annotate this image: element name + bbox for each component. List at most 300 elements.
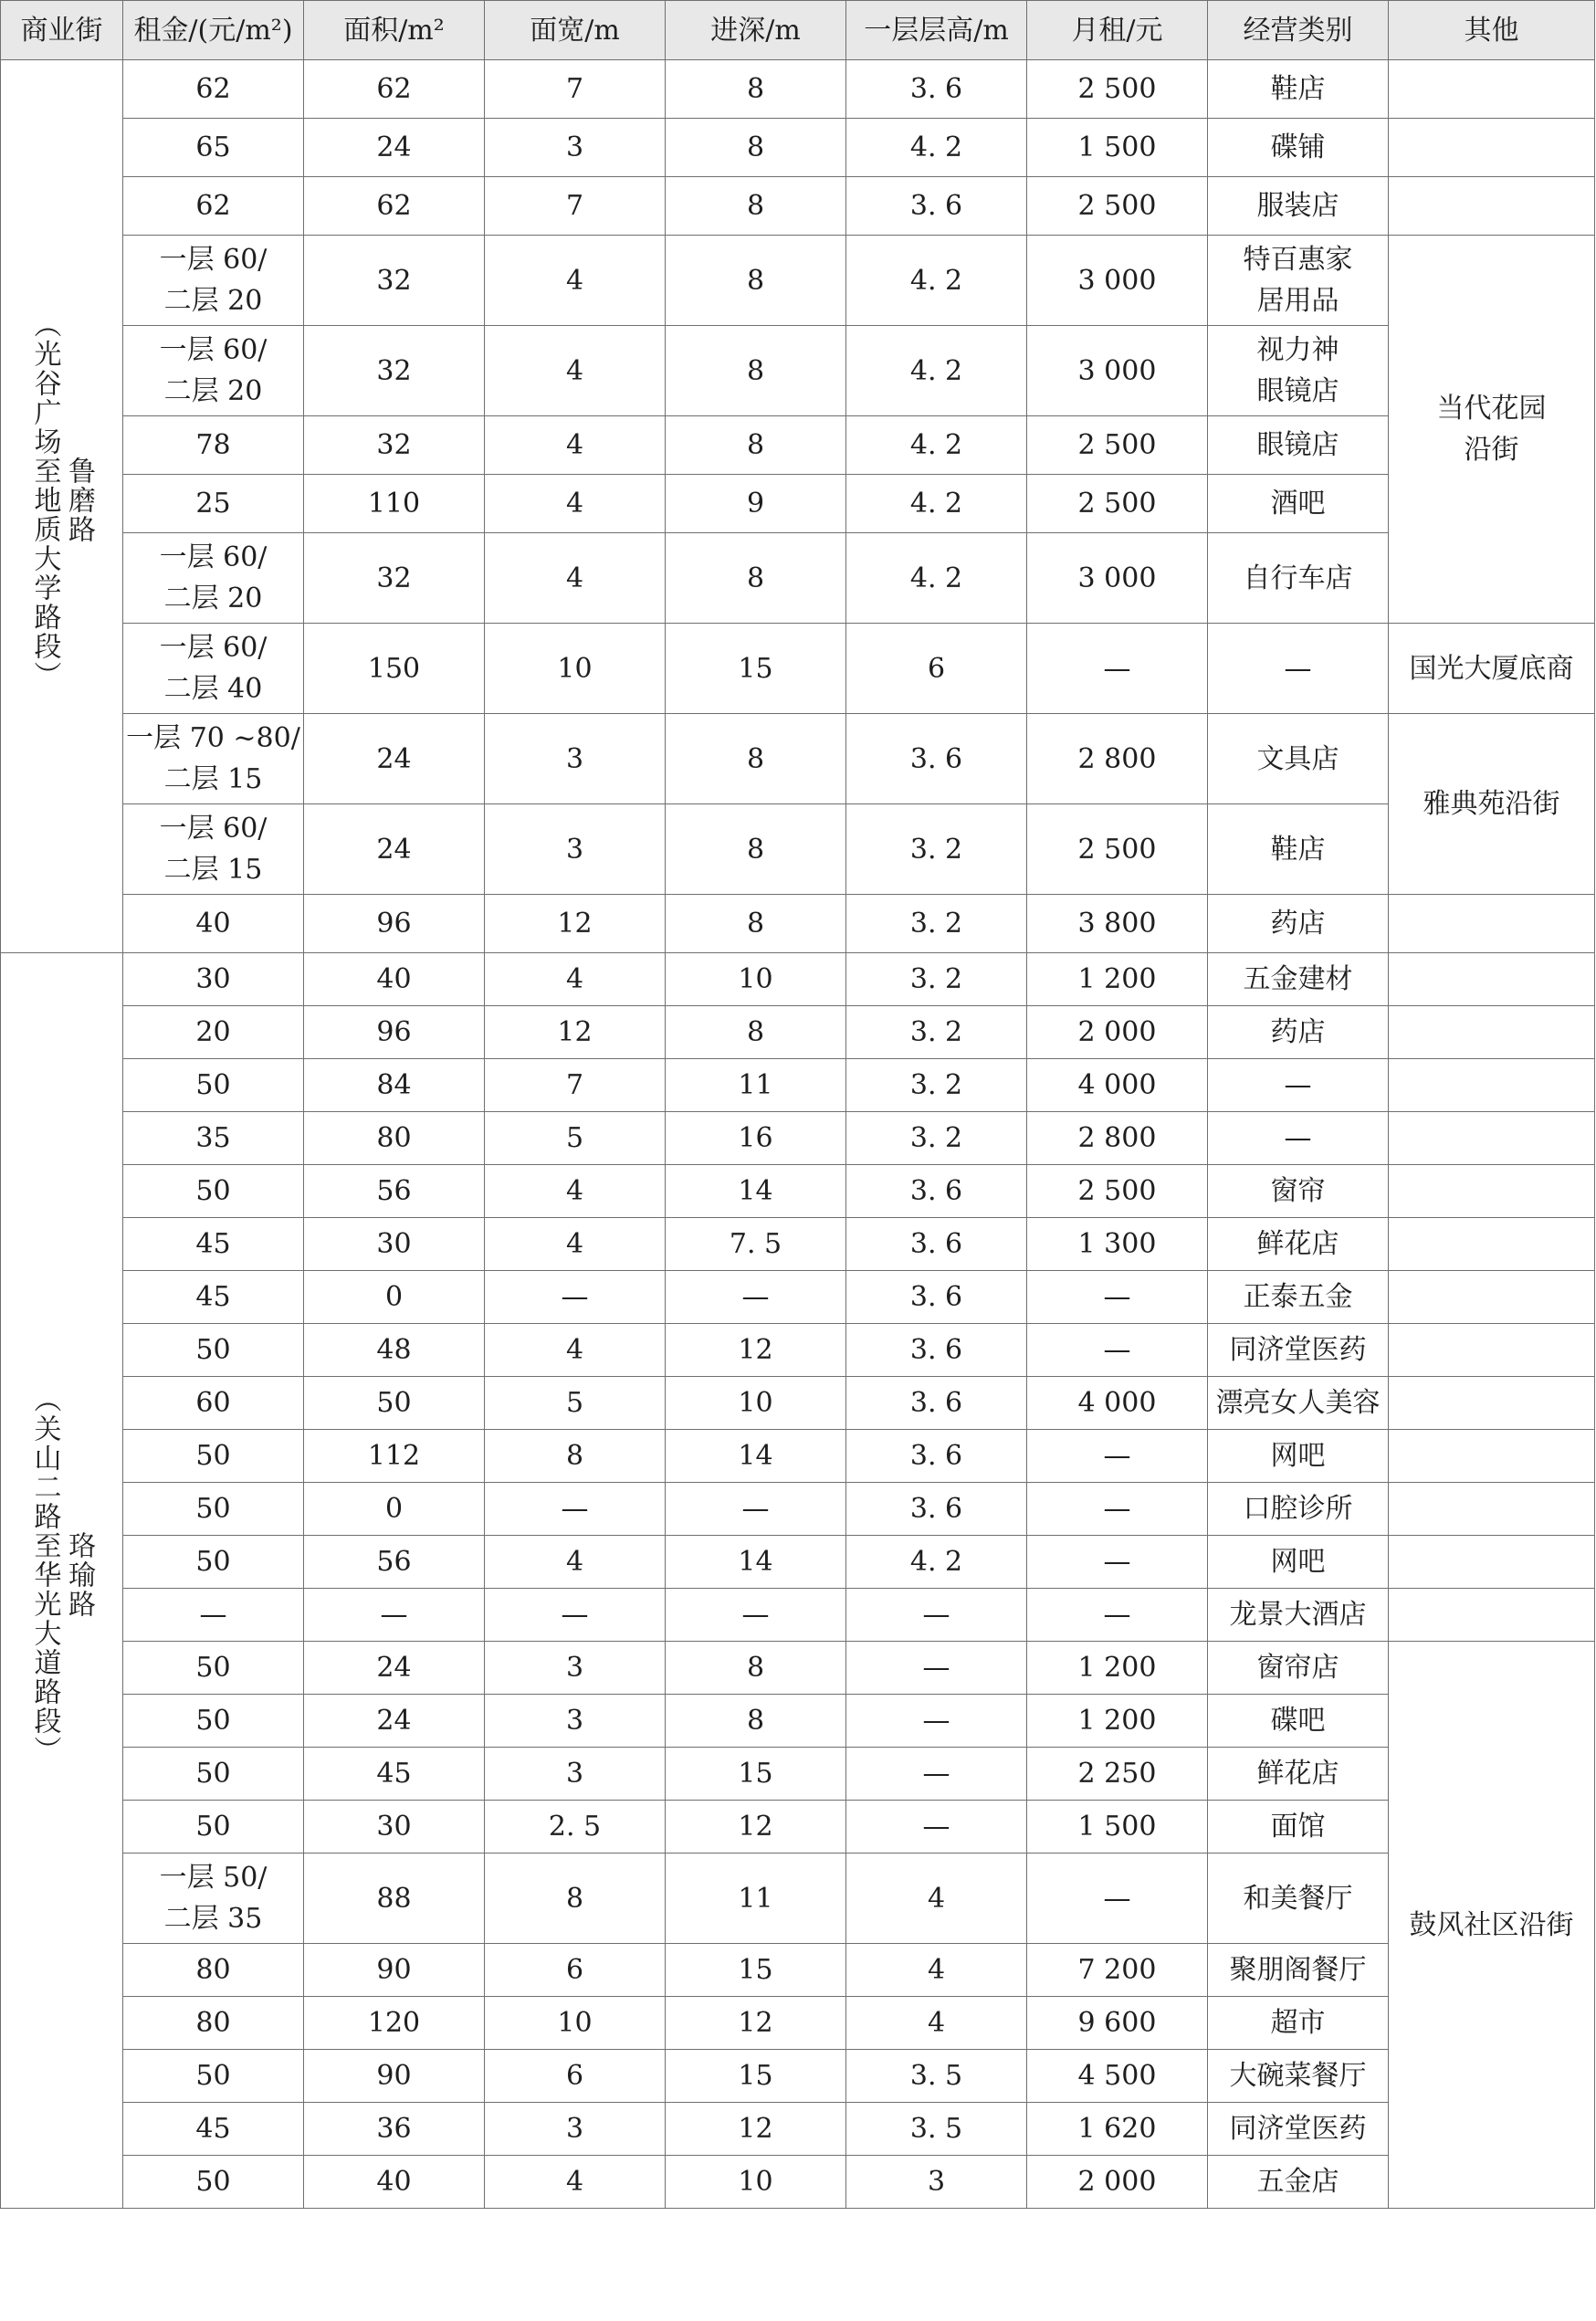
table-row [1,1377,1595,1430]
business-type-cell: 窗帘 [1208,1165,1389,1218]
rent-cell: 一层 50/ 二层 35 [123,1854,304,1944]
area-cell: 45 [304,1748,485,1801]
rent-cell: 50 [123,1059,304,1112]
width-cell: 4 [485,326,666,416]
area-cell: 32 [304,326,485,416]
width-cell: 5 [485,1112,666,1165]
monthly-rent-cell: — [1027,1324,1208,1377]
area-cell: 40 [304,2156,485,2209]
area-cell: 50 [304,1377,485,1430]
rent-cell: 30 [123,953,304,1006]
table-row [1,895,1595,953]
area-cell: 88 [304,1854,485,1944]
monthly-rent-cell: 4 500 [1027,2050,1208,2103]
table-row [1,624,1595,714]
other-cell [1389,1271,1595,1324]
monthly-rent-cell: 7 200 [1027,1944,1208,1997]
business-type-cell: 文具店 [1208,714,1389,804]
monthly-rent-cell: 2 000 [1027,1006,1208,1059]
width-cell: 3 [485,804,666,895]
width-cell: 3 [485,119,666,177]
area-cell: 96 [304,1006,485,1059]
street-label-lumo: 鲁磨路 （光谷广场至地质大学路段） [28,310,95,690]
area-cell: 90 [304,2050,485,2103]
floor-height-cell: 3. 2 [846,895,1027,953]
area-cell: 32 [304,533,485,624]
rent-cell: 45 [123,1218,304,1271]
depth-cell: 8 [666,60,846,119]
depth-cell: 7. 5 [666,1218,846,1271]
header-monthly-rent: 月租/元 [1027,1,1208,60]
rent-cell: 45 [123,1271,304,1324]
rent-cell: 62 [123,177,304,236]
monthly-rent-cell: 1 620 [1027,2103,1208,2156]
depth-cell: 8 [666,236,846,326]
header-row [1,1,1595,60]
other-cell [1389,60,1595,119]
area-cell: 40 [304,953,485,1006]
table-row [1,177,1595,236]
floor-height-cell: 3. 2 [846,1006,1027,1059]
business-type-cell: 药店 [1208,895,1389,953]
table-row [1,1218,1595,1271]
width-cell: 4 [485,533,666,624]
table-row [1,1271,1595,1324]
depth-cell: 8 [666,326,846,416]
other-cell-yadian: 雅典苑沿街 [1389,714,1595,895]
area-cell: 0 [304,1483,485,1536]
monthly-rent-cell: — [1027,1854,1208,1944]
other-cell [1389,177,1595,236]
floor-height-cell: — [846,1589,1027,1642]
table-row [1,1642,1595,1695]
width-cell: 12 [485,895,666,953]
monthly-rent-cell: — [1027,1271,1208,1324]
table-row [1,1483,1595,1536]
width-cell: 4 [485,236,666,326]
area-cell: 120 [304,1997,485,2050]
area-cell: 112 [304,1430,485,1483]
floor-height-cell: 3. 6 [846,177,1027,236]
rent-cell: 80 [123,1997,304,2050]
width-cell: 6 [485,2050,666,2103]
other-cell-guoguang: 国光大厦底商 [1389,624,1595,714]
rent-cell: 一层 60/ 二层 15 [123,804,304,895]
depth-cell: 12 [666,2103,846,2156]
floor-height-cell: — [846,1695,1027,1748]
monthly-rent-cell: 2 500 [1027,416,1208,475]
floor-height-cell: — [846,1748,1027,1801]
table-row [1,533,1595,624]
rent-cell: 78 [123,416,304,475]
width-cell: 7 [485,1059,666,1112]
rent-cell: 20 [123,1006,304,1059]
monthly-rent-cell: 3 000 [1027,236,1208,326]
depth-cell: 11 [666,1854,846,1944]
monthly-rent-cell: 1 300 [1027,1218,1208,1271]
floor-height-cell: 3. 2 [846,953,1027,1006]
area-cell: 24 [304,804,485,895]
floor-height-cell: 3. 2 [846,804,1027,895]
other-cell [1389,119,1595,177]
area-cell: 48 [304,1324,485,1377]
business-type-cell: 和美餐厅 [1208,1854,1389,1944]
business-type-cell: 漂亮女人美容 [1208,1377,1389,1430]
monthly-rent-cell: 2 500 [1027,1165,1208,1218]
monthly-rent-cell: 1 200 [1027,953,1208,1006]
table-row [1,1748,1595,1801]
floor-height-cell: 4 [846,1997,1027,2050]
monthly-rent-cell: 1 500 [1027,119,1208,177]
business-type-cell: 网吧 [1208,1536,1389,1589]
business-type-cell: 特百惠家 居用品 [1208,236,1389,326]
table-row [1,416,1595,475]
table-row [1,1430,1595,1483]
width-cell: 8 [485,1430,666,1483]
depth-cell: 14 [666,1165,846,1218]
business-type-cell: 鲜花店 [1208,1218,1389,1271]
width-cell: 10 [485,1997,666,2050]
other-cell-gufeng: 鼓风社区沿街 [1389,1642,1595,2209]
business-type-cell: 自行车店 [1208,533,1389,624]
business-type-cell: 同济堂医药 [1208,1324,1389,1377]
monthly-rent-cell: 2 000 [1027,2156,1208,2209]
table-row [1,1006,1595,1059]
floor-height-cell: 4. 2 [846,416,1027,475]
header-width: 面宽/m [485,1,666,60]
table-row [1,1112,1595,1165]
rent-cell: 50 [123,1695,304,1748]
business-type-cell: 五金建材 [1208,953,1389,1006]
floor-height-cell: 3. 5 [846,2050,1027,2103]
table-row [1,119,1595,177]
width-cell: — [485,1589,666,1642]
rent-cell: 65 [123,119,304,177]
area-cell: 32 [304,416,485,475]
depth-cell: 8 [666,895,846,953]
width-cell: 10 [485,624,666,714]
monthly-rent-cell: 2 500 [1027,60,1208,119]
depth-cell: 8 [666,177,846,236]
monthly-rent-cell: — [1027,1430,1208,1483]
width-cell: 3 [485,1695,666,1748]
header-other: 其他 [1389,1,1595,60]
floor-height-cell: 4. 2 [846,475,1027,533]
business-type-cell: — [1208,624,1389,714]
width-cell: 3 [485,2103,666,2156]
table-row [1,1944,1595,1997]
other-cell [1389,1112,1595,1165]
table-row [1,1536,1595,1589]
width-cell: 4 [485,416,666,475]
depth-cell: 10 [666,2156,846,2209]
depth-cell: 15 [666,624,846,714]
floor-height-cell: 4 [846,1854,1027,1944]
floor-height-cell: 3. 2 [846,1112,1027,1165]
depth-cell: 8 [666,714,846,804]
width-cell: 6 [485,1944,666,1997]
monthly-rent-cell: 4 000 [1027,1377,1208,1430]
area-cell: 96 [304,895,485,953]
rent-cell: 25 [123,475,304,533]
monthly-rent-cell: 3 000 [1027,533,1208,624]
depth-cell: 15 [666,1748,846,1801]
floor-height-cell: — [846,1642,1027,1695]
floor-height-cell: 4. 2 [846,326,1027,416]
monthly-rent-cell: 2 800 [1027,1112,1208,1165]
table-row [1,714,1595,804]
other-cell [1389,1377,1595,1430]
other-cell [1389,1324,1595,1377]
depth-cell: 8 [666,804,846,895]
monthly-rent-cell: 2 500 [1027,177,1208,236]
other-cell [1389,1218,1595,1271]
area-cell: 24 [304,1642,485,1695]
business-type-cell: 龙景大酒店 [1208,1589,1389,1642]
depth-cell: 8 [666,119,846,177]
width-cell: 7 [485,60,666,119]
rent-cell: 一层 60/ 二层 20 [123,326,304,416]
business-type-cell: 碟吧 [1208,1695,1389,1748]
monthly-rent-cell: 4 000 [1027,1059,1208,1112]
width-cell: — [485,1271,666,1324]
other-cell [1389,1589,1595,1642]
other-cell [1389,1430,1595,1483]
width-cell: 5 [485,1377,666,1430]
other-cell [1389,1483,1595,1536]
header-area: 面积/m² [304,1,485,60]
business-type-cell: 视力神 眼镜店 [1208,326,1389,416]
rent-cell: 50 [123,1165,304,1218]
table-row [1,1324,1595,1377]
business-type-cell: 聚朋阁餐厅 [1208,1944,1389,1997]
business-type-cell: 鞋店 [1208,60,1389,119]
rent-cell: 50 [123,1748,304,1801]
street-cell-lumo [1,60,123,953]
monthly-rent-cell: 1 200 [1027,1642,1208,1695]
header-street: 商业街 [1,1,123,60]
depth-cell: — [666,1589,846,1642]
rent-cell: 一层 60/ 二层 20 [123,236,304,326]
depth-cell: 16 [666,1112,846,1165]
other-cell [1389,1059,1595,1112]
depth-cell: 8 [666,533,846,624]
business-type-cell: — [1208,1059,1389,1112]
business-type-cell: 口腔诊所 [1208,1483,1389,1536]
width-cell: 4 [485,2156,666,2209]
rent-cell: 40 [123,895,304,953]
floor-height-cell: 3. 6 [846,1430,1027,1483]
area-cell: 24 [304,1695,485,1748]
depth-cell: 15 [666,2050,846,2103]
table-row [1,1695,1595,1748]
depth-cell: 14 [666,1536,846,1589]
table-row [1,1589,1595,1642]
area-cell: 30 [304,1218,485,1271]
table-row [1,1059,1595,1112]
floor-height-cell: 3. 6 [846,1324,1027,1377]
width-cell: 4 [485,1218,666,1271]
depth-cell: 12 [666,1801,846,1854]
floor-height-cell: 3. 6 [846,1377,1027,1430]
business-type-cell: 碟铺 [1208,119,1389,177]
depth-cell: 10 [666,953,846,1006]
width-cell: 4 [485,1165,666,1218]
monthly-rent-cell: — [1027,1589,1208,1642]
area-cell: 36 [304,2103,485,2156]
floor-height-cell: 3. 6 [846,60,1027,119]
monthly-rent-cell: — [1027,1483,1208,1536]
business-type-cell: 酒吧 [1208,475,1389,533]
depth-cell: 14 [666,1430,846,1483]
floor-height-cell: 3. 6 [846,1218,1027,1271]
table-row [1,1854,1595,1944]
width-cell: 4 [485,953,666,1006]
table-row [1,60,1595,119]
business-type-cell: 服装店 [1208,177,1389,236]
width-cell: 3 [485,1642,666,1695]
floor-height-cell: 3. 6 [846,714,1027,804]
rent-cell: 一层 60/ 二层 20 [123,533,304,624]
monthly-rent-cell: 2 500 [1027,804,1208,895]
floor-height-cell: 4. 2 [846,1536,1027,1589]
rent-cell: 80 [123,1944,304,1997]
business-type-cell: 鞋店 [1208,804,1389,895]
table-row [1,1997,1595,2050]
depth-cell: 11 [666,1059,846,1112]
rent-cell: 60 [123,1377,304,1430]
rent-cell: 50 [123,2156,304,2209]
depth-cell: 12 [666,1997,846,2050]
header-business-type: 经营类别 [1208,1,1389,60]
floor-height-cell: 3. 5 [846,2103,1027,2156]
width-cell: 3 [485,714,666,804]
floor-height-cell: 6 [846,624,1027,714]
monthly-rent-cell: 3 800 [1027,895,1208,953]
table-row [1,804,1595,895]
width-cell: 7 [485,177,666,236]
depth-cell: 15 [666,1944,846,1997]
area-cell: 56 [304,1536,485,1589]
depth-cell: 12 [666,1324,846,1377]
rent-cell: 62 [123,60,304,119]
business-type-cell: 正泰五金 [1208,1271,1389,1324]
business-type-cell: 五金店 [1208,2156,1389,2209]
width-cell: 3 [485,1748,666,1801]
rent-cell: 一层 70 ~80/ 二层 15 [123,714,304,804]
table-row [1,953,1595,1006]
width-cell: 2. 5 [485,1801,666,1854]
rent-cell: 50 [123,1642,304,1695]
monthly-rent-cell: 1 200 [1027,1695,1208,1748]
table-row [1,1165,1595,1218]
monthly-rent-cell: 1 500 [1027,1801,1208,1854]
other-cell-dangdai: 当代花园 沿街 [1389,236,1595,624]
area-cell: 150 [304,624,485,714]
table-row [1,2156,1595,2209]
table-row [1,2050,1595,2103]
rent-cell: 35 [123,1112,304,1165]
floor-height-cell: 3 [846,2156,1027,2209]
floor-height-cell: 3. 6 [846,1271,1027,1324]
rent-cell: 50 [123,1483,304,1536]
other-cell [1389,1006,1595,1059]
width-cell: 4 [485,475,666,533]
business-type-cell: 药店 [1208,1006,1389,1059]
rent-cell: 一层 60/ 二层 40 [123,624,304,714]
depth-cell: — [666,1483,846,1536]
other-cell [1389,895,1595,953]
width-cell: — [485,1483,666,1536]
rent-cell: 50 [123,1430,304,1483]
floor-height-cell: 4. 2 [846,236,1027,326]
rent-cell: — [123,1589,304,1642]
street-label-luoyu: 珞瑜路 （关山二路至华光大道路段） [28,1384,95,1765]
area-cell: 80 [304,1112,485,1165]
area-cell: — [304,1589,485,1642]
width-cell: 12 [485,1006,666,1059]
depth-cell: 10 [666,1377,846,1430]
area-cell: 24 [304,119,485,177]
area-cell: 0 [304,1271,485,1324]
table-row [1,1801,1595,1854]
monthly-rent-cell: 2 800 [1027,714,1208,804]
rent-cell: 45 [123,2103,304,2156]
area-cell: 62 [304,60,485,119]
floor-height-cell: 3. 2 [846,1059,1027,1112]
rent-cell: 50 [123,2050,304,2103]
monthly-rent-cell: — [1027,1536,1208,1589]
area-cell: 30 [304,1801,485,1854]
width-cell: 4 [485,1324,666,1377]
other-cell [1389,1536,1595,1589]
monthly-rent-cell: — [1027,624,1208,714]
monthly-rent-cell: 3 000 [1027,326,1208,416]
table-row [1,475,1595,533]
business-type-cell: 大碗菜餐厅 [1208,2050,1389,2103]
area-cell: 110 [304,475,485,533]
monthly-rent-cell: 9 600 [1027,1997,1208,2050]
business-type-cell: — [1208,1112,1389,1165]
header-rent: 租金/(元/m²) [123,1,304,60]
width-cell: 4 [485,1536,666,1589]
business-type-cell: 网吧 [1208,1430,1389,1483]
rent-cell: 50 [123,1801,304,1854]
area-cell: 56 [304,1165,485,1218]
business-type-cell: 鲜花店 [1208,1748,1389,1801]
width-cell: 8 [485,1854,666,1944]
other-cell [1389,953,1595,1006]
depth-cell: 8 [666,1006,846,1059]
floor-height-cell: 3. 6 [846,1483,1027,1536]
header-depth: 进深/m [666,1,846,60]
business-type-cell: 超市 [1208,1997,1389,2050]
table-row [1,2103,1595,2156]
depth-cell: 8 [666,1695,846,1748]
area-cell: 32 [304,236,485,326]
header-floor-height: 一层层高/m [846,1,1027,60]
business-type-cell: 同济堂医药 [1208,2103,1389,2156]
depth-cell: 9 [666,475,846,533]
floor-height-cell: 4. 2 [846,119,1027,177]
table-row [1,236,1595,326]
business-type-cell: 窗帘店 [1208,1642,1389,1695]
depth-cell: 8 [666,416,846,475]
floor-height-cell: 3. 6 [846,1165,1027,1218]
street-cell-luoyu [1,953,123,2209]
depth-cell: — [666,1271,846,1324]
area-cell: 62 [304,177,485,236]
